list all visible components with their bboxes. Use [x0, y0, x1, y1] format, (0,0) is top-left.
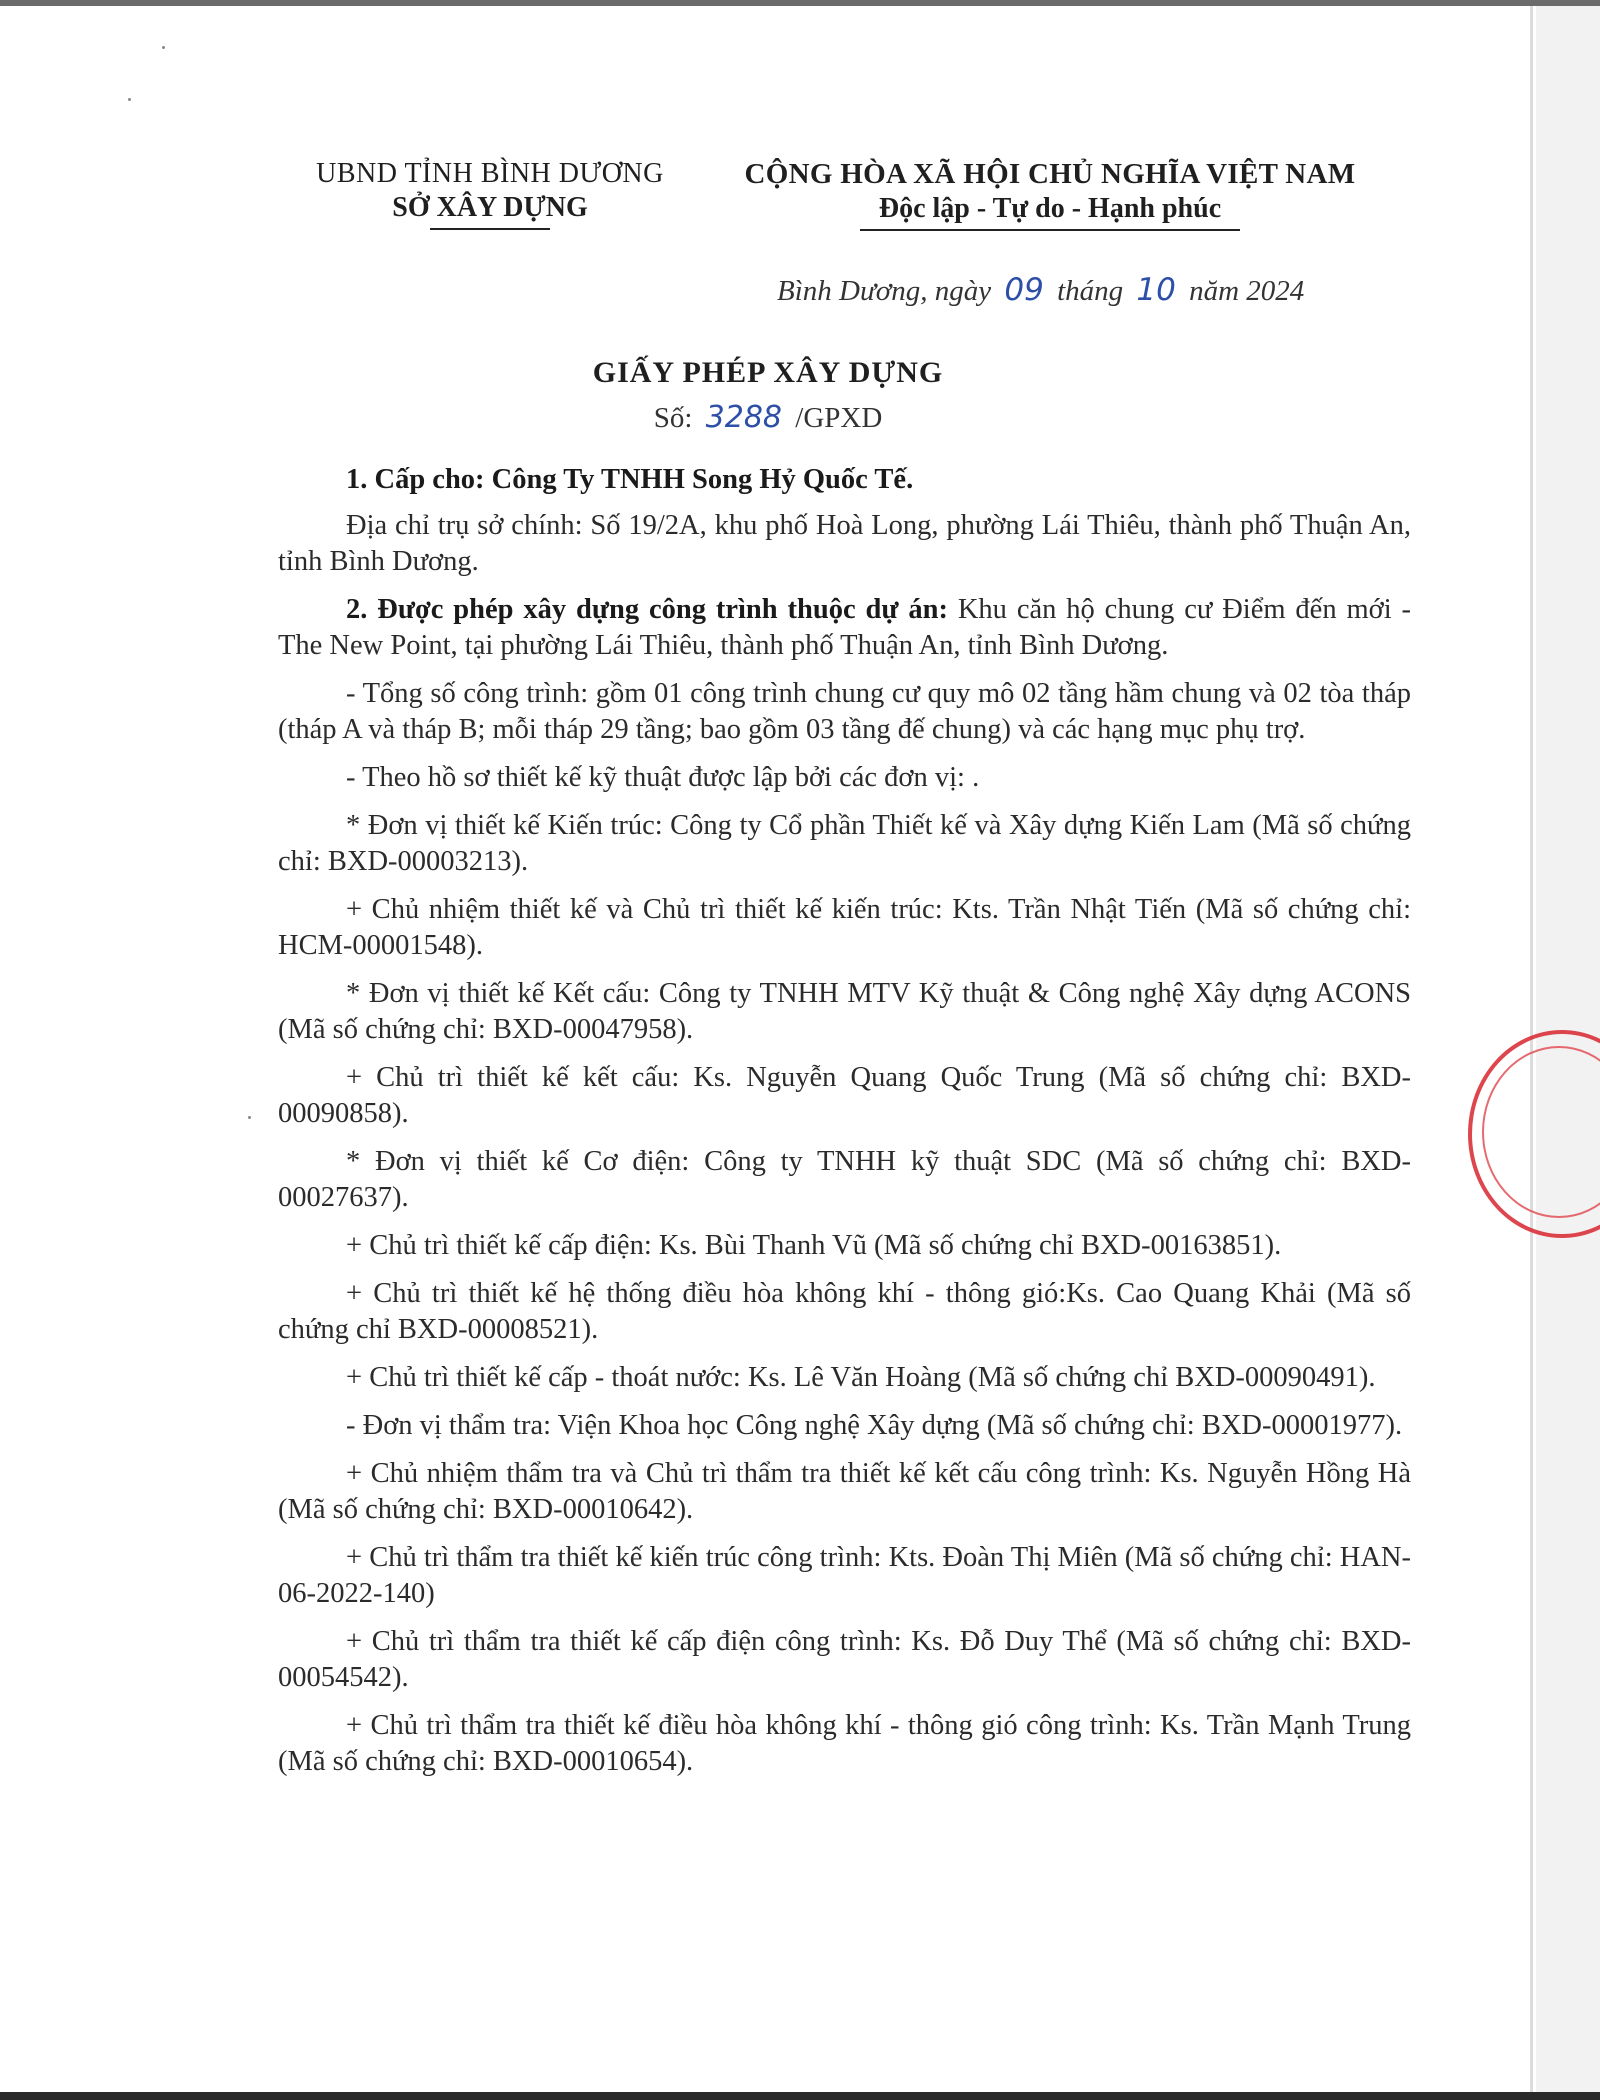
body-paragraph: Địa chỉ trụ sở chính: Số 19/2A, khu phố Hoà Long, phường Lái Thiêu, thành phố Thuận An, tỉnh Bình Dương.: [278, 510, 1411, 577]
body-paragraph: + Chủ trì thiết kế kết cấu: Ks. Nguyễn Quang Quốc Trung (Mã số chứng chỉ: BXD-00090858).: [278, 1062, 1411, 1129]
project-label: 2. Được phép xây dựng công trình thuộc dự án:: [346, 594, 948, 625]
body-paragraph: + Chủ nhiệm thiết kế và Chủ trì thiết kế kiến trúc: Kts. Trần Nhật Tiến (Mã số chứng chỉ: HCM-00001548).: [278, 894, 1411, 961]
body-paragraph: + Chủ nhiệm thẩm tra và Chủ trì thẩm tra thiết kế kết cấu công trình: Ks. Nguyễn Hồng Hà (Mã số chứng chỉ: BXD-00010642).: [278, 1458, 1411, 1525]
issue-date: [777, 272, 1304, 308]
recipient-line: [278, 462, 1411, 498]
document-number: [0, 400, 1536, 435]
doc-number-prefix: Số:: [653, 402, 693, 434]
scan-speck: [162, 46, 165, 49]
body-paragraph: + Chủ trì thiết kế cấp - thoát nước: Ks. Lê Văn Hoàng (Mã số chứng chỉ BXD-00090491).: [346, 1362, 1376, 1393]
motto-underline: [860, 229, 1240, 231]
nation-name: CỘNG HÒA XÃ HỘI CHỦ NGHĨA VIỆT NAM: [744, 158, 1356, 190]
body-paragraph: - Theo hồ sơ thiết kế kỹ thuật được lập bởi các đơn vị: .: [346, 762, 980, 793]
body-paragraph: + Chủ trì thẩm tra thiết kế cấp điện công trình: Ks. Đỗ Duy Thể (Mã số chứng chỉ: BXD-00054542).: [278, 1626, 1411, 1693]
body-paragraph: * Đơn vị thiết kế Kiến trúc: Công ty Cổ phần Thiết kế và Xây dựng Kiến Lam (Mã số chứng chỉ: BXD-00003213).: [278, 810, 1411, 877]
doc-number-suffix: /GPXD: [795, 402, 883, 434]
body-paragraph: - Đơn vị thẩm tra: Viện Khoa học Công nghệ Xây dựng (Mã số chứng chỉ: BXD-00001977).: [346, 1410, 1403, 1441]
date-day-handwritten: 09: [1004, 272, 1044, 308]
date-month-word: tháng: [1057, 275, 1124, 307]
doc-number-handwritten: 3288: [705, 400, 783, 435]
authority-province: UBND TỈNH BÌNH DƯƠNG: [316, 158, 664, 189]
body-paragraph: - Tổng số công trình: gồm 01 công trình chung cư quy mô 02 tầng hầm chung và 02 tòa tháp (tháp A và tháp B; mỗi tháp 29 tầng; bao gồm 03 tầng đế chung) và các hạng mục phụ trợ.: [278, 678, 1411, 745]
national-motto: Độc lập - Tự do - Hạnh phúc: [878, 193, 1222, 224]
recipient-label: 1. Cấp cho: Công Ty TNHH Song Hỷ Quốc Tế.: [346, 464, 914, 495]
authority-underline: [430, 228, 550, 230]
authority-department: SỞ XÂY DỰNG: [392, 192, 588, 223]
body-paragraph: + Chủ trì thiết kế cấp điện: Ks. Bùi Thanh Vũ (Mã số chứng chỉ BXD-00163851).: [346, 1230, 1282, 1261]
date-month-handwritten: 10: [1136, 272, 1176, 308]
date-year: năm 2024: [1189, 275, 1305, 307]
date-prefix: Bình Dương, ngày: [777, 275, 992, 307]
project-paragraph: [278, 592, 1411, 664]
body-paragraph: + Chủ trì thẩm tra thiết kế điều hòa không khí - thông gió công trình: Ks. Trần Mạnh Trung (Mã số chứng chỉ: BXD-00010654).: [278, 1710, 1411, 1777]
document-body: [278, 462, 1411, 1792]
project-text: Khu căn hộ chung cư Điểm đến mới - The New Point, tại phường Lái Thiêu, thành phố Thuận An, tỉnh Bình Dương.: [278, 594, 1412, 661]
body-paragraph: * Đơn vị thiết kế Cơ điện: Công ty TNHH kỹ thuật SDC (Mã số chứng chỉ: BXD-00027637).: [278, 1146, 1411, 1213]
national-header: [700, 158, 1400, 231]
scan-speck: [128, 98, 131, 101]
body-paragraph: + Chủ trì thẩm tra thiết kế kiến trúc công trình: Kts. Đoàn Thị Miên (Mã số chứng chỉ: HAN-06-2022-140): [278, 1542, 1411, 1609]
body-paragraph: + Chủ trì thiết kế hệ thống điều hòa không khí - thông gió:Ks. Cao Quang Khải (Mã số chứng chỉ BXD-00008521).: [278, 1278, 1411, 1345]
document-title: GIẤY PHÉP XÂY DỰNG: [592, 356, 944, 389]
body-paragraph: * Đơn vị thiết kế Kết cấu: Công ty TNHH MTV Kỹ thuật & Công nghệ Xây dựng ACONS (Mã số chứng chỉ: BXD-00047958).: [278, 978, 1411, 1045]
issuing-authority: [280, 158, 700, 230]
scan-bottom-edge: [0, 2092, 1600, 2100]
scan-speck: [248, 1116, 251, 1119]
